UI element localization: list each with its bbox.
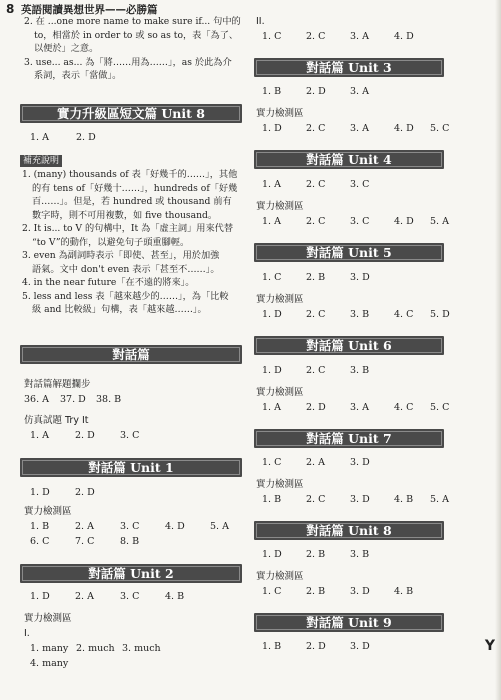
note-line: 3. use... as... 為「將……用為……」，as 於此為介: [24, 56, 232, 68]
note-line: 系詞，表示「當做」。: [34, 70, 122, 81]
section-header-unit8-reading: 實力升級區短文篇 Unit 8: [20, 104, 242, 123]
right-top-answers: 1. C 2. C 3. A 4. D: [262, 31, 414, 42]
top-notes: [24, 15, 246, 83]
check-label: 實力檢測區: [24, 613, 72, 624]
unit9-answers: 1. B 2. D 3. D: [262, 641, 370, 652]
check-label: 實力檢測區: [256, 201, 304, 212]
steps-answers: 36. A 37. D 38. B: [24, 394, 122, 405]
unit6-check: 1. A 2. D 3. A 4. C 5. C: [262, 402, 450, 413]
section-header-unit4: 對話篇 Unit 4: [254, 150, 444, 169]
unit3-answers: 1. B 2. D 3. A: [262, 86, 369, 97]
check-label: 實力檢測區: [24, 506, 72, 517]
unit4-check: 1. A 2. C 3. C 4. D 5. A: [262, 216, 449, 227]
page-tab-mark: Y: [484, 638, 495, 654]
unit1-check-row1: 1. B 2. A 3. C 4. D 5. A: [30, 521, 229, 532]
unit5-answers: 1. C 2. B 3. D: [262, 272, 370, 283]
check-label: 實力檢測區: [256, 479, 304, 490]
page-edge-shadow: [495, 0, 501, 700]
supplement-tag: 補充說明: [20, 155, 62, 167]
sim-label: 仿真試題 Try It: [24, 415, 89, 426]
roman-numeral: I.: [24, 628, 30, 639]
roman-numeral: II.: [256, 16, 265, 27]
steps-label: 對話篇解題攔步: [24, 379, 91, 390]
book-title: 英語閱讀異想世界——必勝篇: [21, 4, 158, 16]
unit2-words-row2: 4. many: [30, 658, 69, 669]
check-label: 實力檢測區: [256, 571, 304, 582]
unit6-answers: 1. D 2. C 3. B: [262, 365, 370, 376]
unit5-check: 1. D 2. C 3. B 4. C 5. D: [262, 309, 450, 320]
section-header-unit1: 對話篇 Unit 1: [20, 458, 242, 477]
section-header-unit6: 對話篇 Unit 6: [254, 336, 444, 355]
unit8-check: 1. C 2. B 3. D 4. B: [262, 586, 414, 597]
supplement-notes: 1. (many) thousands of 表「好幾千的……」，其他 的有 tens of「好幾十……」，hundreds of「好幾 百……」。但是，若 hundred 或 thousand 前有 數字時，則不可用複數，如 five thousand。 2. It is... to V 的句構中，It 為「虛主詞」用來代替 “to V”的動作，以避免句子頭重腳輕。 3. even 為副詞時表示「即使、甚至」，用於加強 語氣。文中 don't even 表示「甚至不……」。 4. in the near future「在不遠的將來」。 5. less and less 表「越來越少的……」，為「比較 級 and 比較級」句構，表「越來越……」。: [22, 169, 238, 315]
section-header-unit8: 對話篇 Unit 8: [254, 521, 444, 540]
section-header-unit7: 對話篇 Unit 7: [254, 429, 444, 448]
page-number: 8: [6, 2, 15, 16]
unit2-words-row1: 1. many 2. much 3. much: [30, 643, 161, 654]
section-header-unit3: 對話篇 Unit 3: [254, 58, 444, 77]
unit4-answers: 1. A 2. C 3. C: [262, 179, 370, 190]
unit7-check: 1. B 2. C 3. D 4. B 5. A: [262, 494, 449, 505]
check-label: 實力檢測區: [256, 108, 304, 119]
section-header-unit9: 對話篇 Unit 9: [254, 613, 444, 632]
unit2-answers: 1. D 2. A 3. C 4. B: [30, 591, 185, 602]
note-line: to，相當於 in order to 或 so as to，表「為了、: [34, 29, 239, 41]
unit7-answers: 1. C 2. A 3. D: [262, 457, 370, 468]
check-label: 實力檢測區: [256, 387, 304, 398]
note-line: 2. 在 ...one more name to make sure if... 句中的: [24, 16, 241, 27]
note-line: 以便於」之意。: [34, 43, 99, 54]
answers-row: 1. A 2. D: [30, 132, 96, 143]
unit1-answers: 1. D 2. D: [30, 487, 95, 498]
unit3-check: 1. D 2. C 3. A 4. D 5. C: [262, 123, 450, 134]
section-header-dialogue: 對話篇: [20, 345, 242, 364]
sim-answers: 1. A 2. D 3. C: [30, 430, 140, 441]
section-header-unit5: 對話篇 Unit 5: [254, 243, 444, 262]
section-header-unit2: 對話篇 Unit 2: [20, 564, 242, 583]
unit8-answers: 1. D 2. B 3. B: [262, 549, 370, 560]
check-label: 實力檢測區: [256, 294, 304, 305]
unit1-check-row2: 6. C 7. C 8. B: [30, 536, 140, 547]
